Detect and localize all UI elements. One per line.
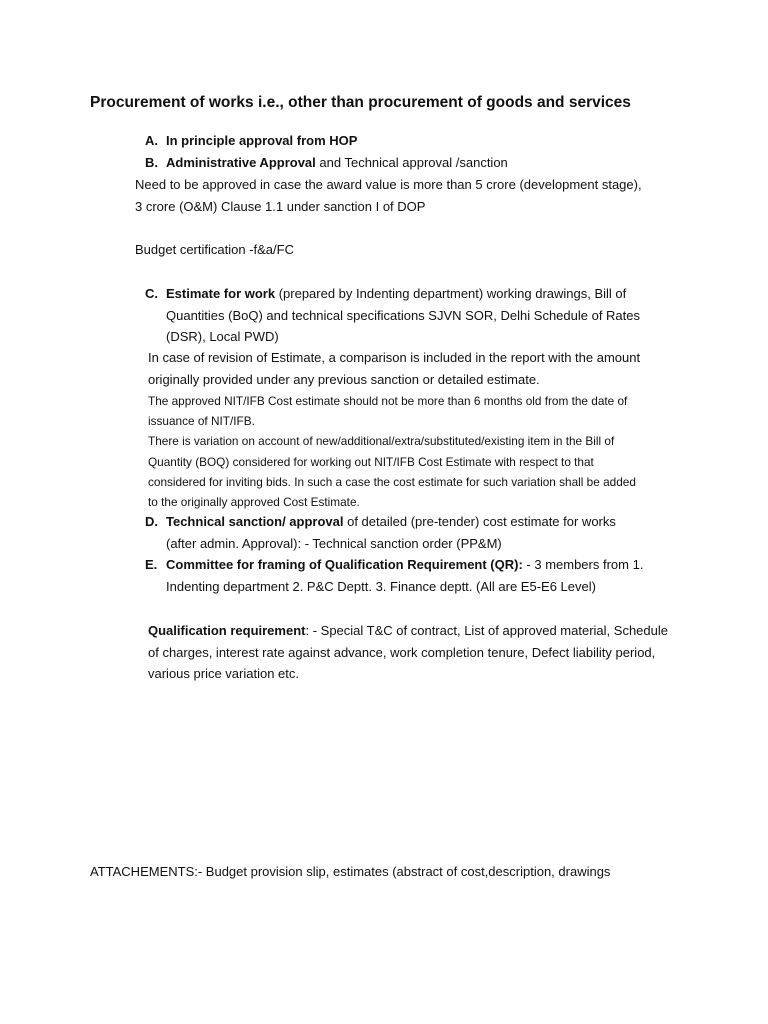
text-line: originally provided under any previous sanction or detailed estimate. (148, 371, 540, 387)
list-marker: D. (145, 514, 158, 529)
list-marker: A. (145, 133, 158, 148)
item-d-heading: Technical sanction/ approval (166, 514, 344, 529)
text-line: The approved NIT/IFB Cost estimate should not be more than 6 months old from the date of (148, 394, 628, 408)
item-c-heading: Estimate for work (166, 286, 276, 301)
nit-cost-estimate-note (148, 391, 673, 512)
text-line: 3 crore (O&M) Clause 1.1 under sanction I of DOP (135, 198, 426, 214)
list-marker: E. (145, 557, 158, 572)
item-b-heading: Administrative Approval (166, 155, 316, 170)
revision-paragraph (148, 347, 708, 390)
text-line: Need to be approved in case the award value is more than 5 crore (development stage), (135, 177, 642, 192)
text-line: to the originally approved Cost Estimate. (148, 495, 360, 510)
list-item-a (145, 130, 676, 152)
list-item-e (145, 554, 666, 597)
list-marker: B. (145, 155, 158, 170)
list-item-b (145, 152, 676, 174)
list-item-c (145, 283, 666, 348)
item-e-heading: Committee for framing of Qualification Requirement (QR): (166, 557, 523, 572)
budget-certification: Budget certification -f&a/FC (135, 242, 294, 257)
item-e-text: - 3 members from 1. Indenting department 2. P&C Deptt. 3. Finance deptt. (All are E5-E6 Level) (166, 557, 644, 594)
text-line: considered for inviting bids. In such a case the cost estimate for such variation shall be added (148, 474, 636, 489)
approval-threshold-paragraph (135, 174, 695, 217)
qualification-requirement-paragraph (148, 620, 668, 685)
document-title: Procurement of works i.e., other than procurement of goods and services (90, 94, 631, 111)
item-c-text: (prepared by Indenting department) working drawings, Bill of Quantities (BoQ) and technical specifications SJVN SOR, Delhi Schedule of Rates (DSR), Local PWD) (166, 286, 641, 344)
text-line: In case of revision of Estimate, a comparison is included in the report with the amount (148, 350, 641, 365)
item-a-heading: In principle approval from HOP (166, 133, 358, 148)
list-item-d (145, 511, 646, 554)
text-line: Quantity (BOQ) considered for working out NIT/IFB Cost Estimate with respect to that (148, 454, 594, 469)
item-b-text: and Technical approval /sanction (315, 155, 508, 170)
text-line: issuance of NIT/IFB. (148, 414, 255, 429)
text-line: There is variation on account of new/additional/extra/substituted/existing item in the Bill of (148, 434, 615, 449)
list-marker: C. (145, 286, 158, 301)
qualification-text: : - Special T&C of contract, List of approved material, Schedule of charges, interest rate against advance, work completion tenure, Defect liability period, various price variation etc. (148, 623, 668, 681)
qualification-heading: Qualification requirement (148, 623, 306, 638)
attachments-line: ATTACHEMENTS:- Budget provision slip, estimates (abstract of cost,description, drawings (90, 864, 611, 879)
item-d-text: of detailed (pre-tender) cost estimate for works (after admin. Approval): - Technical sanction order (PP&M) (166, 514, 616, 551)
